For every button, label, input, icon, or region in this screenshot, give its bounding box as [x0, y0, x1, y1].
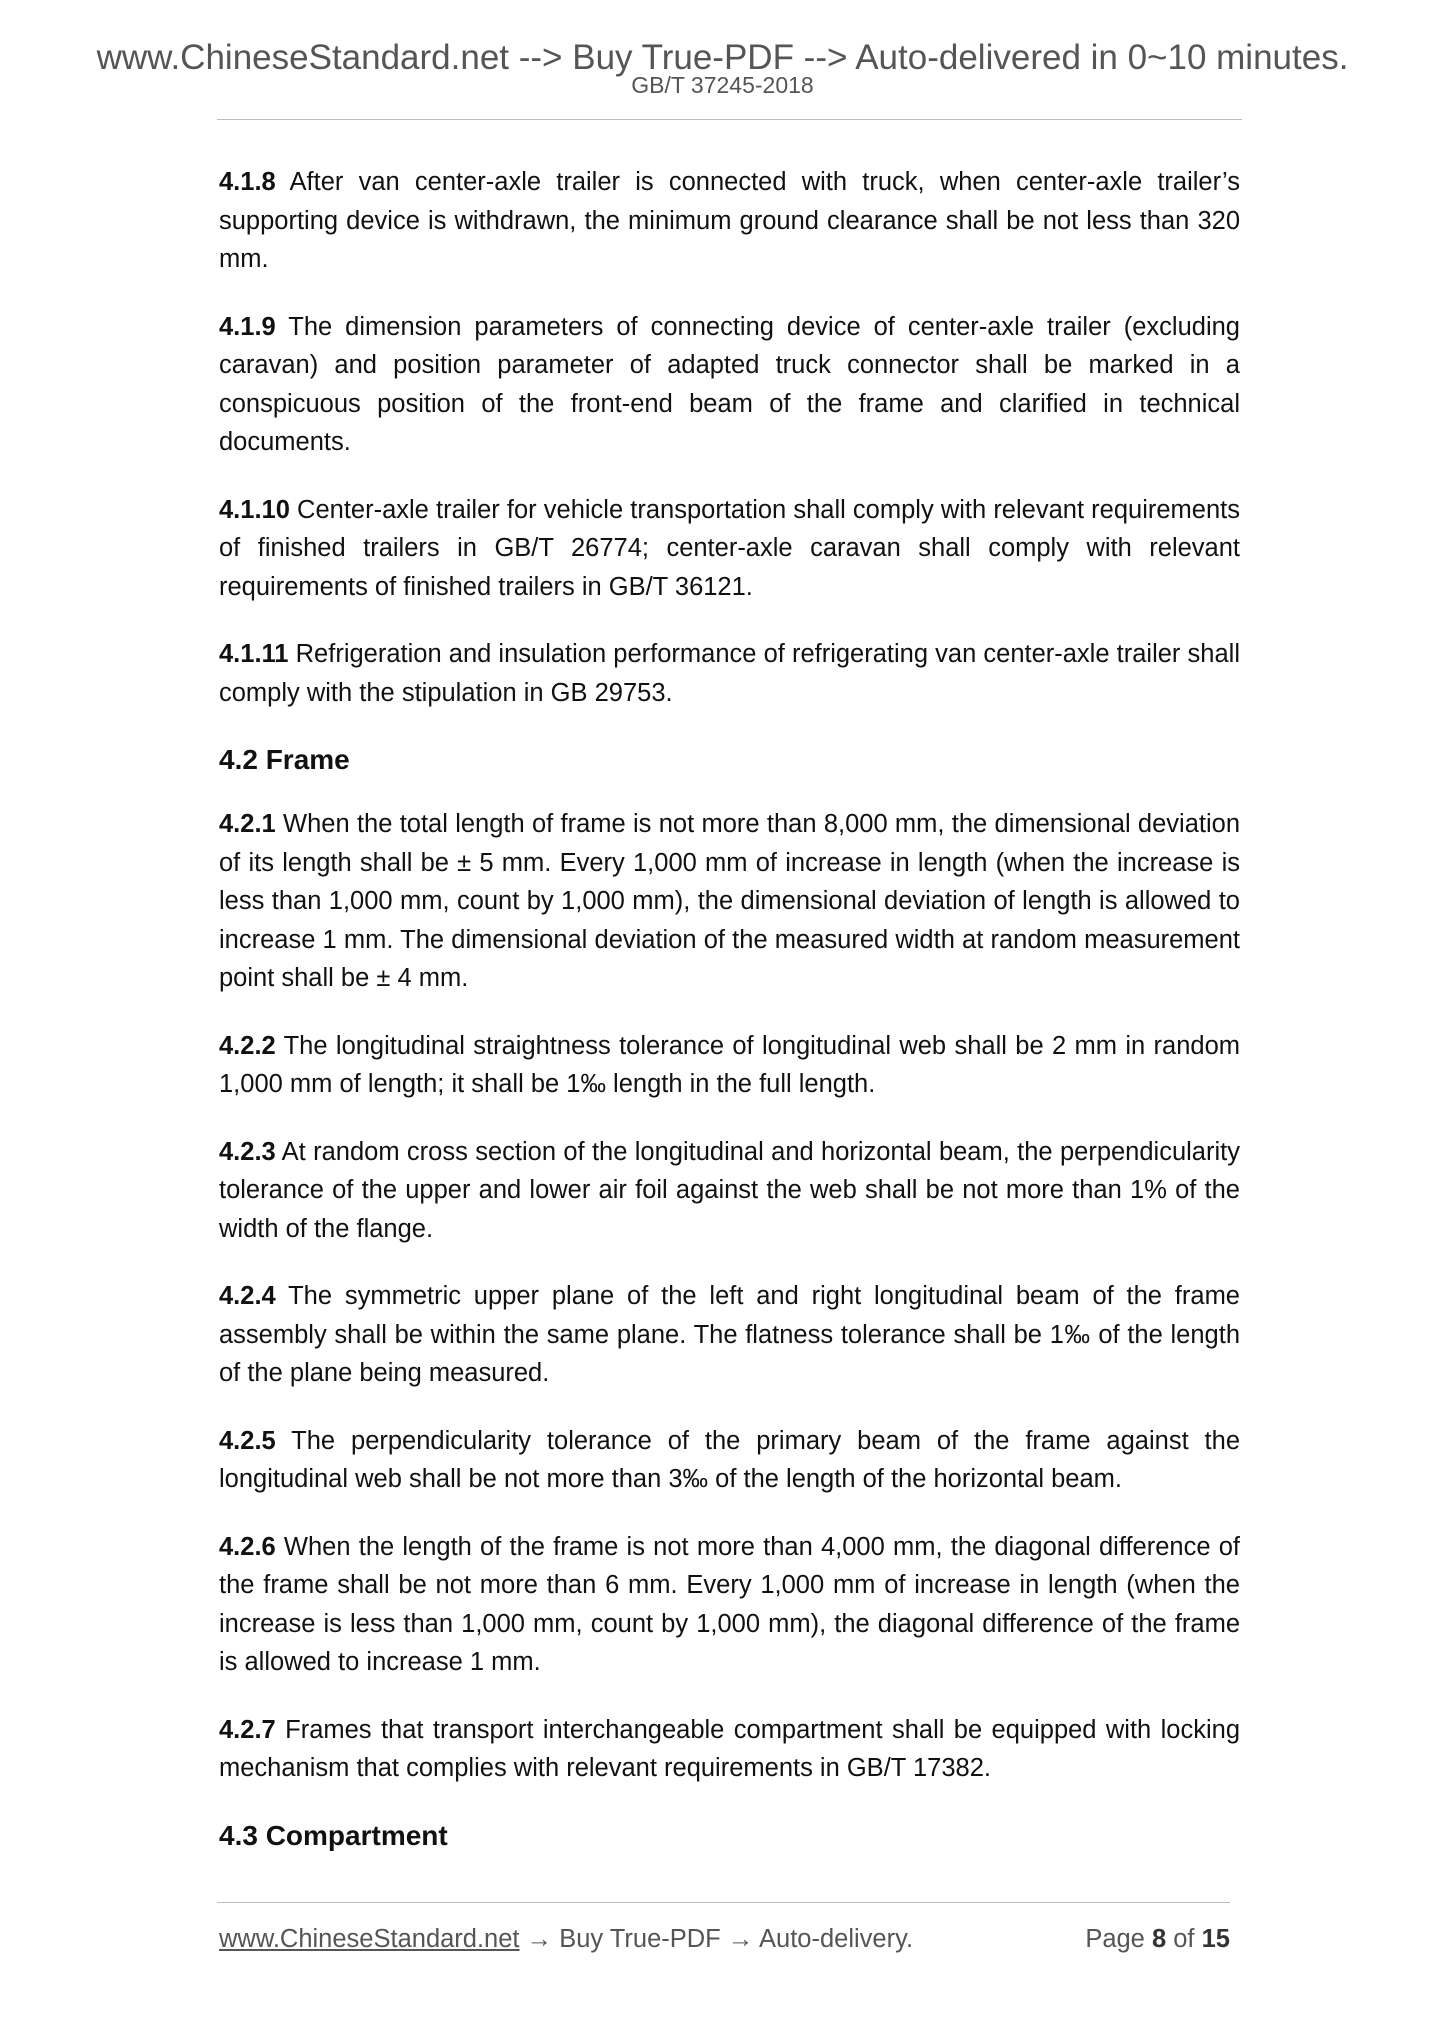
clause-number: 4.1.9 [219, 312, 276, 341]
page-number: 8 [1151, 1925, 1167, 1953]
clause-text: The dimension parameters of connecting device of center-axle trailer (excluding caravan) and position parameter of adapted truck connector shall be marked in a conspicuous position of the front-end beam of the frame and clarified in technical documents. [219, 312, 1240, 456]
clause-number: 4.2.1 [219, 810, 276, 838]
clause-4-2-3 [219, 1133, 1240, 1249]
clause-4-2-6 [219, 1528, 1240, 1682]
page-indicator [1085, 1922, 1230, 1956]
of-label: of [1173, 1925, 1195, 1953]
section-heading-frame: 4.2 Frame [219, 744, 350, 775]
clause-text: The perpendicularity tolerance of the primary beam of the frame against the longitudinal web shall be not more than 3‰ of the length of the horizontal beam. [219, 1426, 1241, 1493]
clause-text: Frames that transport interchangeable compartment shall be equipped with locking mechanism that complies with relevant requirements in GB/T 17382. [219, 1715, 1240, 1782]
footer-divider [217, 1902, 1230, 1903]
page-label: Page [1085, 1925, 1145, 1953]
footer-delivery-text: Auto-delivery. [759, 1925, 914, 1953]
arrow-icon: → [727, 1925, 754, 1953]
standard-code: GB/T 37245-2018 [631, 72, 814, 98]
arrow-icon: → [526, 1925, 553, 1953]
clause-4-2-5 [219, 1422, 1240, 1499]
clause-text: When the length of the frame is not more than 4,000 mm, the diagonal difference of the frame shall be not more than 6 mm. Every 1,000 mm of increase in length (when the increase is less than 1,000 mm, count by 1,000 mm), the diagonal difference of the frame is allowed to increase 1 mm. [219, 1532, 1240, 1676]
clause-number: 4.2.2 [219, 1031, 276, 1060]
clause-text: At random cross section of the longitudinal and horizontal beam, the perpendicularity tolerance of the upper and lower air foil against the web shall be not more than 1% of the width of the flange. [219, 1137, 1240, 1243]
clause-4-2-1 [219, 805, 1240, 998]
page-footer [219, 1922, 1230, 1956]
clause-number: 4.2.3 [219, 1137, 276, 1166]
clause-text: The symmetric upper plane of the left and right longitudinal beam of the frame assembly shall be within the same plane. The flatness tolerance shall be 1‰ of the length of the plane being measured. [219, 1282, 1240, 1387]
clause-4-2-4 [219, 1277, 1240, 1393]
clause-text: Center-axle trailer for vehicle transportation shall comply with relevant requirements of finished trailers in GB/T 26774; center-axle caravan shall comply with relevant requirements of finished trailers in GB/T 36121. [219, 495, 1240, 601]
footer-promo [219, 1922, 913, 1956]
clause-number: 4.1.10 [219, 495, 290, 524]
clause-text: After van center-axle trailer is connected with truck, when center-axle trailer’s supporting device is withdrawn, the minimum ground clearance shall be not less than 320 mm. [219, 168, 1240, 273]
clause-4-1-8 [219, 163, 1240, 279]
clause-text: When the total length of frame is not more than 8,000 mm, the dimensional deviation of its length shall be ± 5 mm. Every 1,000 mm of increase in length (when the increase is less than 1,000 mm, count by 1,000 mm), the dimensional deviation of length is allowed to increase 1 mm. The dimensional deviation of the measured width at random measurement point shall be ± 4 mm. [219, 810, 1240, 992]
clause-number: 4.2.7 [219, 1715, 276, 1744]
clause-number: 4.2.4 [219, 1282, 276, 1310]
document-body [219, 163, 1240, 1881]
clause-number: 4.1.8 [219, 168, 276, 196]
footer-site-link[interactable]: www.ChineseStandard.net [219, 1925, 520, 1953]
clause-4-2-7 [219, 1711, 1240, 1788]
page-total: 15 [1201, 1925, 1230, 1953]
clause-4-1-9 [219, 308, 1240, 462]
clause-4-1-11 [219, 635, 1240, 712]
footer-buy-text: Buy True-PDF [559, 1925, 721, 1953]
clause-number: 4.1.11 [219, 640, 289, 668]
clause-number: 4.2.5 [219, 1426, 276, 1455]
clause-number: 4.2.6 [219, 1532, 276, 1561]
clause-text: Refrigeration and insulation performance of refrigerating van center-axle trailer shall comply with the stipulation in GB 29753. [219, 640, 1240, 707]
header-divider [217, 119, 1242, 120]
clause-4-1-10 [219, 491, 1240, 607]
site-banner: www.ChineseStandard.net --> Buy True-PDF --> Auto-delivered in 0~10 minutes. [96, 38, 1349, 77]
section-heading-compartment: 4.3 Compartment [219, 1819, 448, 1851]
clause-4-2-2 [219, 1027, 1240, 1104]
clause-text: The longitudinal straightness tolerance of longitudinal web shall be 2 mm in random 1,000 mm of length; it shall be 1‰ length in the full length. [219, 1031, 1240, 1098]
